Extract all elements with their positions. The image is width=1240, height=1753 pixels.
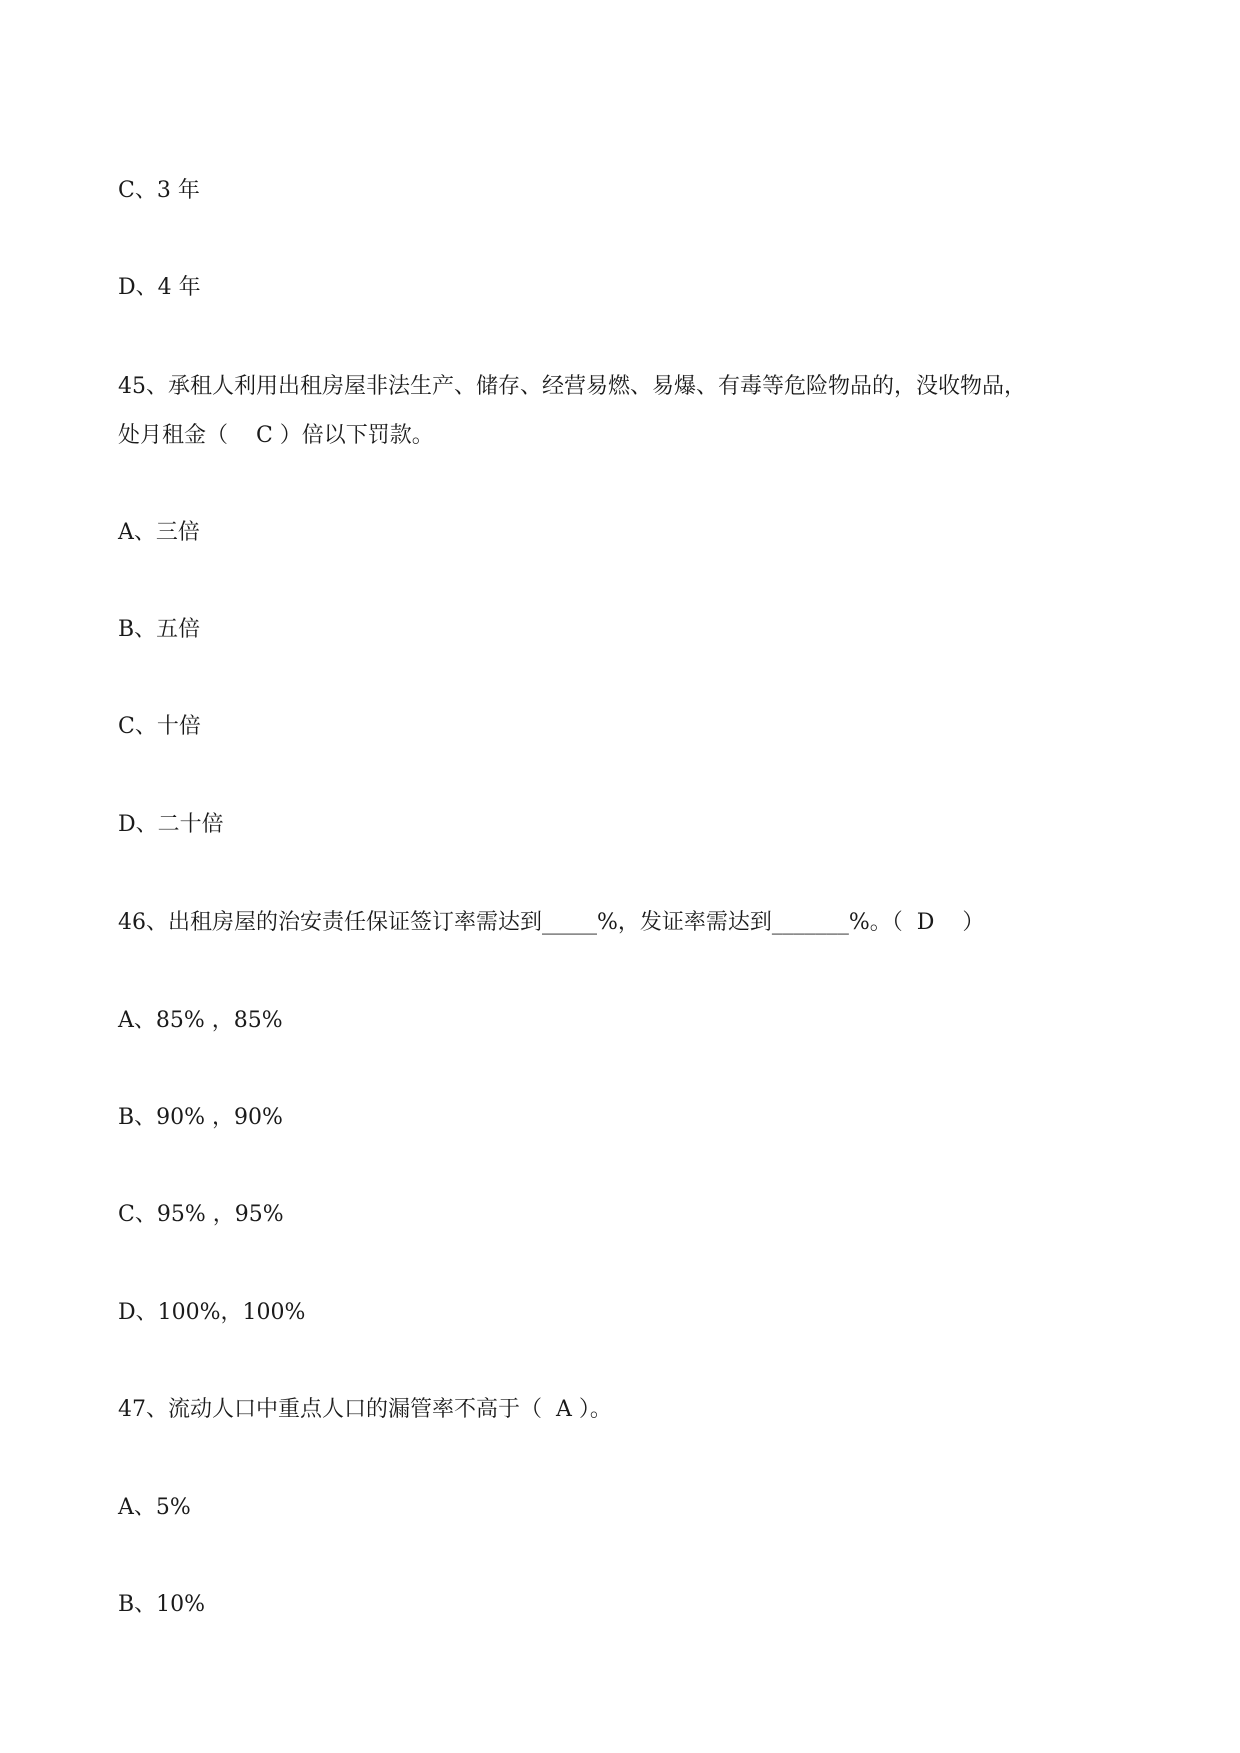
q46-option-b: B、90% ，90% — [118, 1105, 283, 1130]
q44-option-d: D、4 年 — [118, 275, 201, 300]
q47-option-a: A、5% — [118, 1495, 191, 1520]
q46-option-d: D、100%，100% — [118, 1300, 306, 1325]
q46-option-a: A、85% ，85% — [118, 1008, 283, 1033]
q45-question-line-1: 45、承租人利用出租房屋非法生产、储存、经营易燃、易爆、有毒等危险物品的，没收物品， — [118, 374, 1026, 399]
q44-option-c: C、3 年 — [118, 178, 200, 203]
q47-option-b: B、10% — [118, 1592, 206, 1617]
q45-option-d: D、二十倍 — [118, 812, 224, 837]
q45-option-b: B、五倍 — [118, 617, 201, 642]
q45-question-line-2: 处月租金（ C ）倍以下罚款。 — [118, 423, 434, 448]
q45-option-a: A、三倍 — [118, 520, 200, 545]
q46-option-c: C、95% ，95% — [118, 1202, 284, 1227]
q47-question: 47、流动人口中重点人口的漏管率不高于（ A ）。 — [118, 1397, 612, 1422]
q46-question: 46、出租房屋的治安责任保证签订率需达到_____%，发证率需达到_______%。（ D ） — [118, 910, 985, 935]
q45-option-c: C、十倍 — [118, 714, 201, 739]
